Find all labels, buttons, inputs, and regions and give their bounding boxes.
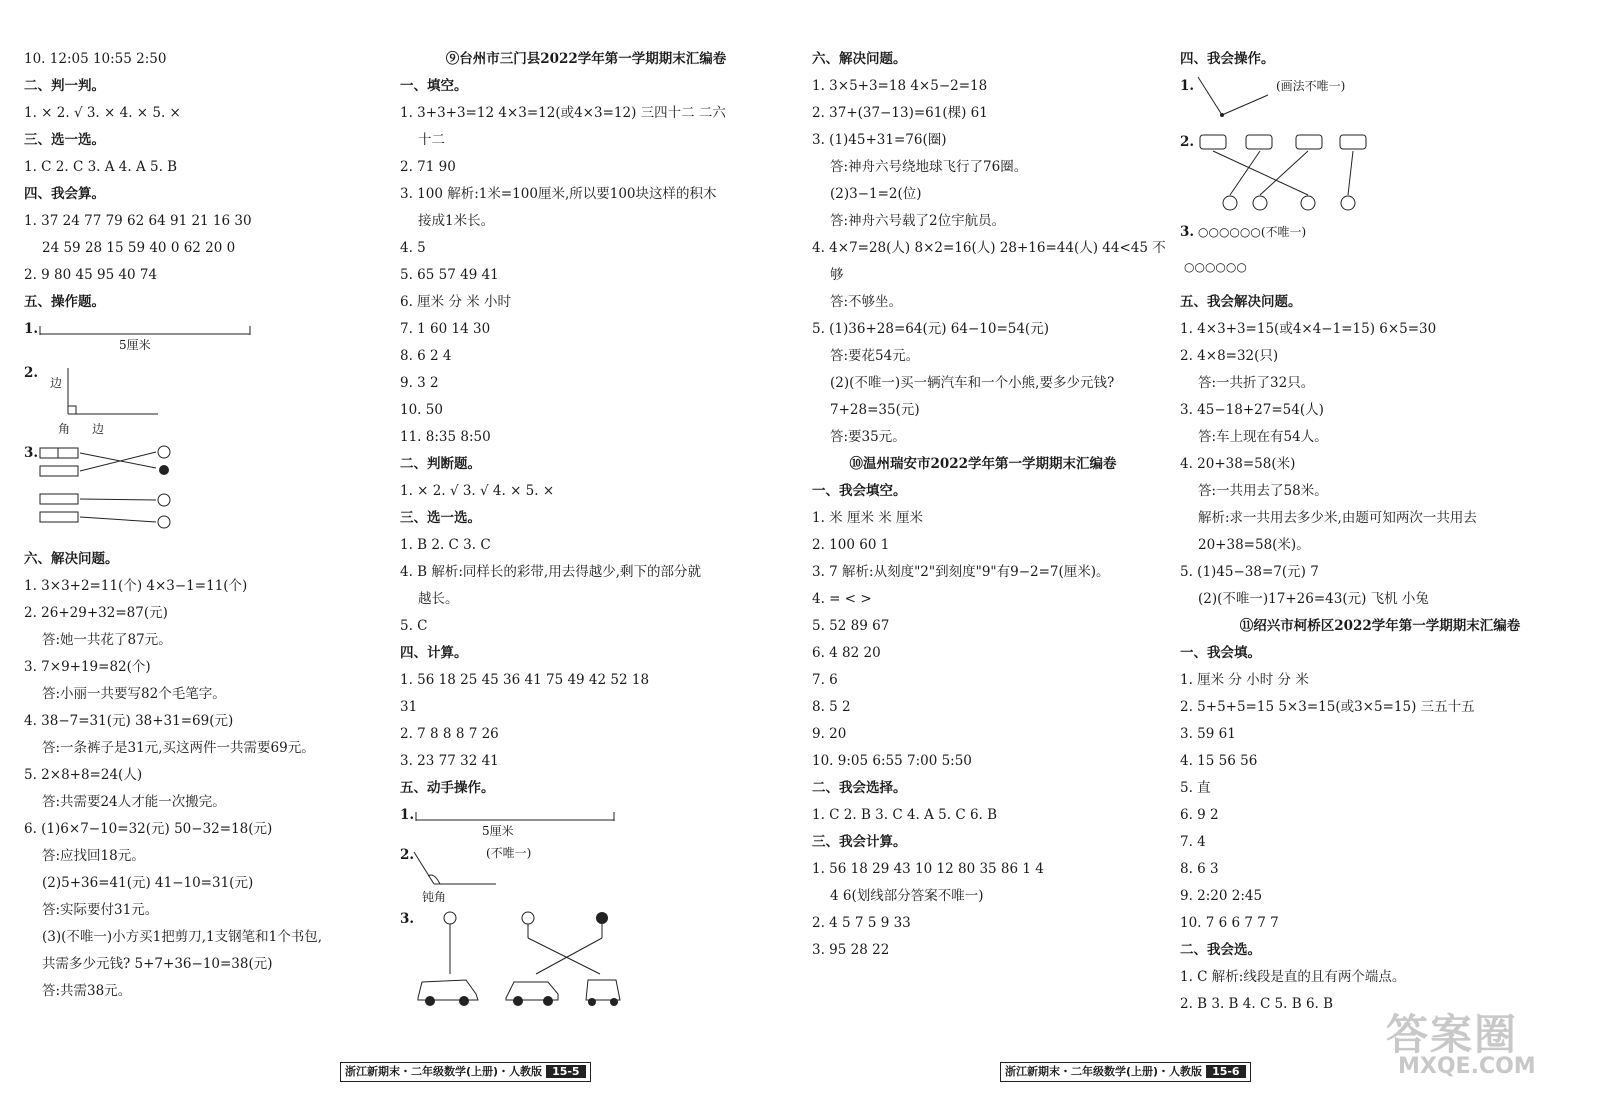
col1-lines [24, 46, 369, 316]
answer-line: 3. 23 77 32 41 [400, 753, 499, 769]
answer-line: 2. 37+(37−13)=61(棵) 61 [812, 105, 988, 121]
footer-right [1000, 1062, 1251, 1082]
answer-line: 4. 38−7=31(元) 38+31=69(元) [24, 713, 234, 729]
answer-line: 4. 20+38=58(米) [1180, 456, 1296, 472]
answer-line: 9. 2:20 2:45 [1180, 888, 1263, 904]
answer-line: 2. B 3. B 4. C 5. B 6. B [1180, 996, 1334, 1012]
angle-label: 钝角 [422, 890, 447, 904]
answer-line: 11. 8:35 8:50 [400, 429, 491, 445]
answer-line: 1. C 2. B 3. C 4. A 5. C 6. B [812, 807, 998, 823]
answer-line: 1. 3+3+3=12 4×3=12(或4×3=12) 三四十二 二六 [400, 105, 726, 121]
side-label-top: 边 [50, 376, 63, 390]
section-heading: 一、我会填。 [1180, 645, 1261, 661]
exam-title-9: ⑨台州市三门县2022学年第一学期期末汇编卷 [445, 51, 727, 67]
exam-title-10: ⑩温州瑞安市2022学年第一学期期末汇编卷 [849, 456, 1117, 472]
watermark [1368, 1002, 1578, 1084]
segment-drawing [414, 808, 644, 828]
section-heading: 四、计算。 [400, 645, 468, 661]
answer-line: 2. 100 60 1 [812, 537, 890, 553]
section-heading: 一、填空。 [400, 78, 468, 94]
section-heading: 二、我会选。 [1180, 942, 1261, 958]
answer-line: 答:共需要24人才能一次搬完。 [42, 794, 226, 810]
page-number: 15-6 [1206, 1065, 1246, 1078]
answer-line: 十二 [418, 132, 445, 148]
col4-lines-2 [1180, 640, 1580, 1018]
fig-number: 2. [1180, 134, 1195, 150]
answer-line: 6. (1)6×7−10=32(元) 50−32=18(元) [24, 821, 273, 837]
answer-line: 1. B 2. C 3. C [400, 537, 491, 553]
section-heading: 五、动手操作。 [400, 780, 495, 796]
answer-line: 够 [830, 267, 844, 283]
answer-line: 6. 厘米 分 米 小时 [400, 294, 512, 310]
drawing-note: (画法不唯一) [1276, 79, 1346, 93]
answer-line: (2)5+36=41(元) 41−10=31(元) [42, 875, 254, 891]
answer-line: 5. (1)45−38=7(元) 7 [1180, 564, 1319, 580]
answer-line: 4. 4×7=28(人) 8×2=16(人) 28+16=44(人) 44<45 不 [812, 240, 1166, 256]
fig-number: 1. [24, 321, 39, 337]
right-angle-drawing [54, 364, 174, 424]
answer-line: 3. 100 解析:1米=100厘米,所以要100块这样的积木 [400, 186, 717, 202]
page-number: 15-5 [546, 1065, 586, 1078]
col1-fig-segment [24, 316, 369, 360]
section-heading: 三、选一选。 [400, 510, 481, 526]
answer-line: 3. (1)45+31=76(圈) [812, 132, 947, 148]
answer-line: 1. 3×3+2=11(个) 4×3−1=11(个) [24, 578, 248, 594]
answer-line: 答:要花54元。 [830, 348, 920, 364]
answer-line: 3. 59 61 [1180, 726, 1236, 742]
section-heading: 三、选一选。 [24, 132, 105, 148]
angle-drawing [1194, 73, 1274, 127]
answer-line: 8. 5 2 [812, 699, 851, 715]
answer-line: 7. 4 [1180, 834, 1206, 850]
answer-line: 1. 米 厘米 米 厘米 [812, 510, 924, 526]
col3-lines [812, 46, 1166, 451]
answer-line: 1. 37 24 77 79 62 64 91 21 16 30 [24, 213, 252, 229]
answer-line: 2. 4 5 7 5 9 33 [812, 915, 911, 931]
answer-line: 31 [400, 699, 418, 715]
answer-line: 5. 2×8+8=24(人) [24, 767, 143, 783]
answer-line: 1. 56 18 29 43 10 12 80 35 86 1 4 [812, 861, 1044, 877]
answer-line: 5. C [400, 618, 428, 634]
col3-lines-2 [812, 478, 1154, 964]
answer-line: 9. 20 [812, 726, 847, 742]
answer-line: 5. 52 89 67 [812, 618, 890, 634]
answer-line: 2. 7 8 8 8 7 26 [400, 726, 499, 742]
footer-left [340, 1062, 591, 1082]
answer-line: 答:神舟六号载了2位宇航员。 [830, 213, 1006, 229]
section-heading: 二、我会选择。 [812, 780, 907, 796]
answer-line: 1. 56 18 25 45 36 41 75 49 42 52 18 [400, 672, 650, 688]
answer-line: 1. 4×3+3=15(或4×4−1=15) 6×5=30 [1180, 321, 1437, 337]
answer-line: 答:小丽一共要写82个毛笔字。 [42, 686, 226, 702]
answer-line: 3. 95 28 22 [812, 942, 890, 958]
fig-number: 3. [24, 445, 39, 461]
col2-fig-obtuse [400, 842, 772, 906]
answer-line: 答:实际要付31元。 [42, 902, 159, 918]
col2-fig-segment [400, 802, 772, 842]
section-heading: 二、判一判。 [24, 78, 105, 94]
answer-line: 2. 26+29+32=87(元) [24, 605, 168, 621]
section-heading: 五、操作题。 [24, 294, 105, 310]
answer-line: 2. 4×8=32(只) [1180, 348, 1279, 364]
answer-line: (2)(不唯一)17+26=43(元) 飞机 小兔 [1198, 591, 1429, 607]
section-heading: 六、解决问题。 [812, 51, 907, 67]
exam-title-11: ⑪绍兴市柯桥区2022学年第一学期期末汇编卷 [1239, 618, 1521, 634]
answer-line: 答:要35元。 [830, 429, 906, 445]
answer-line: 1. × 2. √ 3. √ 4. × 5. × [400, 483, 555, 499]
answer-line: (2)3−1=2(位) [830, 186, 922, 202]
answer-line: 3. 7 解析:从刻度"2"到刻度"9"有9−2=7(厘米)。 [812, 564, 1110, 580]
answer-line: 接成1米长。 [418, 213, 495, 229]
section-heading: 六、解决问题。 [24, 551, 119, 567]
answer-line: 7. 6 [812, 672, 838, 688]
answer-line: 4. = < > [812, 591, 872, 607]
answer-line: 24 59 28 15 59 40 0 62 20 0 [42, 240, 236, 256]
angle-note: (不唯一) [486, 846, 532, 860]
answer-line: 9. 3 2 [400, 375, 439, 391]
people-cars-drawing [410, 908, 630, 1012]
answer-line: 越长。 [418, 591, 459, 607]
answer-line: 答:共需38元。 [42, 983, 132, 999]
answer-line: 答:不够坐。 [830, 294, 903, 310]
footer-text: 浙江新期末・二年级数学(上册)・人教版 [1005, 1065, 1203, 1078]
answer-line: 答:一共折了32只。 [1198, 375, 1315, 391]
answer-line: 3. 45−18+27=54(人) [1180, 402, 1324, 418]
answer-line: 5. (1)36+28=64(元) 64−10=54(元) [812, 321, 1049, 337]
cars-kids-drawing [1198, 129, 1388, 217]
fig-number: 1. [400, 807, 415, 823]
answer-line: 1. 厘米 分 小时 分 米 [1180, 672, 1309, 688]
circles-row-1: ○○○○○○(不唯一) [1198, 225, 1307, 239]
column-4 [1180, 46, 1580, 1018]
answer-line: 8. 6 3 [1180, 861, 1219, 877]
col4-fig-circles [1180, 219, 1580, 289]
answer-line: 20+38=58(米)。 [1198, 537, 1310, 553]
answer-line: 4. 5 [400, 240, 426, 256]
answer-line: 答:神舟六号绕地球飞行了76圈。 [830, 159, 1028, 175]
answer-line: 7+28=35(元) [830, 402, 920, 418]
section-heading: 四、我会操作。 [1180, 51, 1275, 67]
col1-fig-angle [24, 360, 369, 440]
answer-line: 2. 9 80 45 95 40 74 [24, 267, 158, 283]
answer-line: 6. 4 82 20 [812, 645, 881, 661]
col1-lines-2 [24, 546, 369, 1005]
segment-length-label: 5厘米 [482, 824, 514, 838]
fig-number: 2. [24, 365, 39, 381]
answer-line: 答:一共用去了58米。 [1198, 483, 1328, 499]
answer-line: 10. 12:05 10:55 2:50 [24, 51, 167, 67]
column-2 [400, 46, 772, 1016]
col2-fig-matching [400, 906, 772, 1016]
answer-line: 答:她一共花了87元。 [42, 632, 172, 648]
answer-line: 3. 7×9+19=82(个) [24, 659, 151, 675]
answer-line: 7. 1 60 14 30 [400, 321, 491, 337]
answer-line: 解析:求一共用去多少米,由题可知两次一共用去 [1198, 510, 1477, 526]
column-1 [24, 46, 369, 1005]
answer-line: 2. 5+5+5=15 5×3=15(或3×5=15) 三五十五 [1180, 699, 1475, 715]
answer-line: 1. 3×5+3=18 4×5−2=18 [812, 78, 988, 94]
answer-line: 共需多少元钱? 5+7+36−10=38(元) [42, 956, 273, 972]
matching-drawing [38, 442, 198, 542]
watermark-url: MXQE.COM [1398, 1054, 1536, 1079]
answer-line: 1. C 解析:线段是直的且有两个端点。 [1180, 969, 1406, 985]
answer-line: 答:车上现在有54人。 [1198, 429, 1328, 445]
answer-line: 1. × 2. √ 3. × 4. × 5. × [24, 105, 181, 121]
col2-lines [400, 73, 772, 802]
angle-label: 角 [58, 422, 71, 436]
col4-fig-cars-kids [1180, 129, 1580, 219]
answer-line: 答:应找回18元。 [42, 848, 145, 864]
answer-line: 6. 9 2 [1180, 807, 1219, 823]
side-label-bottom: 边 [92, 422, 105, 436]
answer-line: 2. 71 90 [400, 159, 456, 175]
answer-line: (2)(不唯一)买一辆汽车和一个小熊,要多少元钱? [830, 375, 1115, 391]
answer-line: 1. C 2. C 3. A 4. A 5. B [24, 159, 178, 175]
answer-line: (3)(不唯一)小方买1把剪刀,1支钢笔和1个书包, [42, 929, 323, 945]
section-heading: 四、我会算。 [24, 186, 105, 202]
column-3 [812, 46, 1166, 964]
section-heading: 三、我会计算。 [812, 834, 907, 850]
answer-line: 5. 65 57 49 41 [400, 267, 499, 283]
circles-row-2: ○○○○○○ [1184, 260, 1247, 274]
answer-line: 10. 7 6 6 7 7 7 [1180, 915, 1279, 931]
col4-fig-angle [1180, 73, 1580, 129]
col4-lines [1180, 289, 1580, 613]
fig-number: 3. [1180, 224, 1195, 240]
answer-line: 4. 15 56 56 [1180, 753, 1258, 769]
segment-length-label: 5厘米 [119, 338, 151, 352]
footer-text: 浙江新期末・二年级数学(上册)・人教版 [345, 1065, 543, 1078]
fig-number: 2. [400, 847, 415, 863]
watermark-logo-text: 答案圈 [1386, 1010, 1519, 1059]
answer-line: 10. 9:05 6:55 7:00 5:50 [812, 753, 972, 769]
answer-line: 10. 50 [400, 402, 443, 418]
answer-line: 5. 直 [1180, 780, 1211, 796]
answer-line: 答:一条裤子是31元,买这两件一共需要69元。 [42, 740, 315, 756]
answer-line: 4 6(划线部分答案不唯一) [830, 888, 984, 904]
col1-fig-matching [24, 440, 369, 546]
answer-line: 4. B 解析:同样长的彩带,用去得越少,剩下的部分就 [400, 564, 702, 580]
fig-number: 1. [1180, 78, 1195, 94]
section-heading: 一、我会填空。 [812, 483, 907, 499]
section-heading: 五、我会解决问题。 [1180, 294, 1302, 310]
fig-number: 3. [400, 911, 415, 927]
section-heading: 二、判断题。 [400, 456, 481, 472]
segment-drawing [38, 322, 278, 342]
answer-line: 8. 6 2 4 [400, 348, 452, 364]
